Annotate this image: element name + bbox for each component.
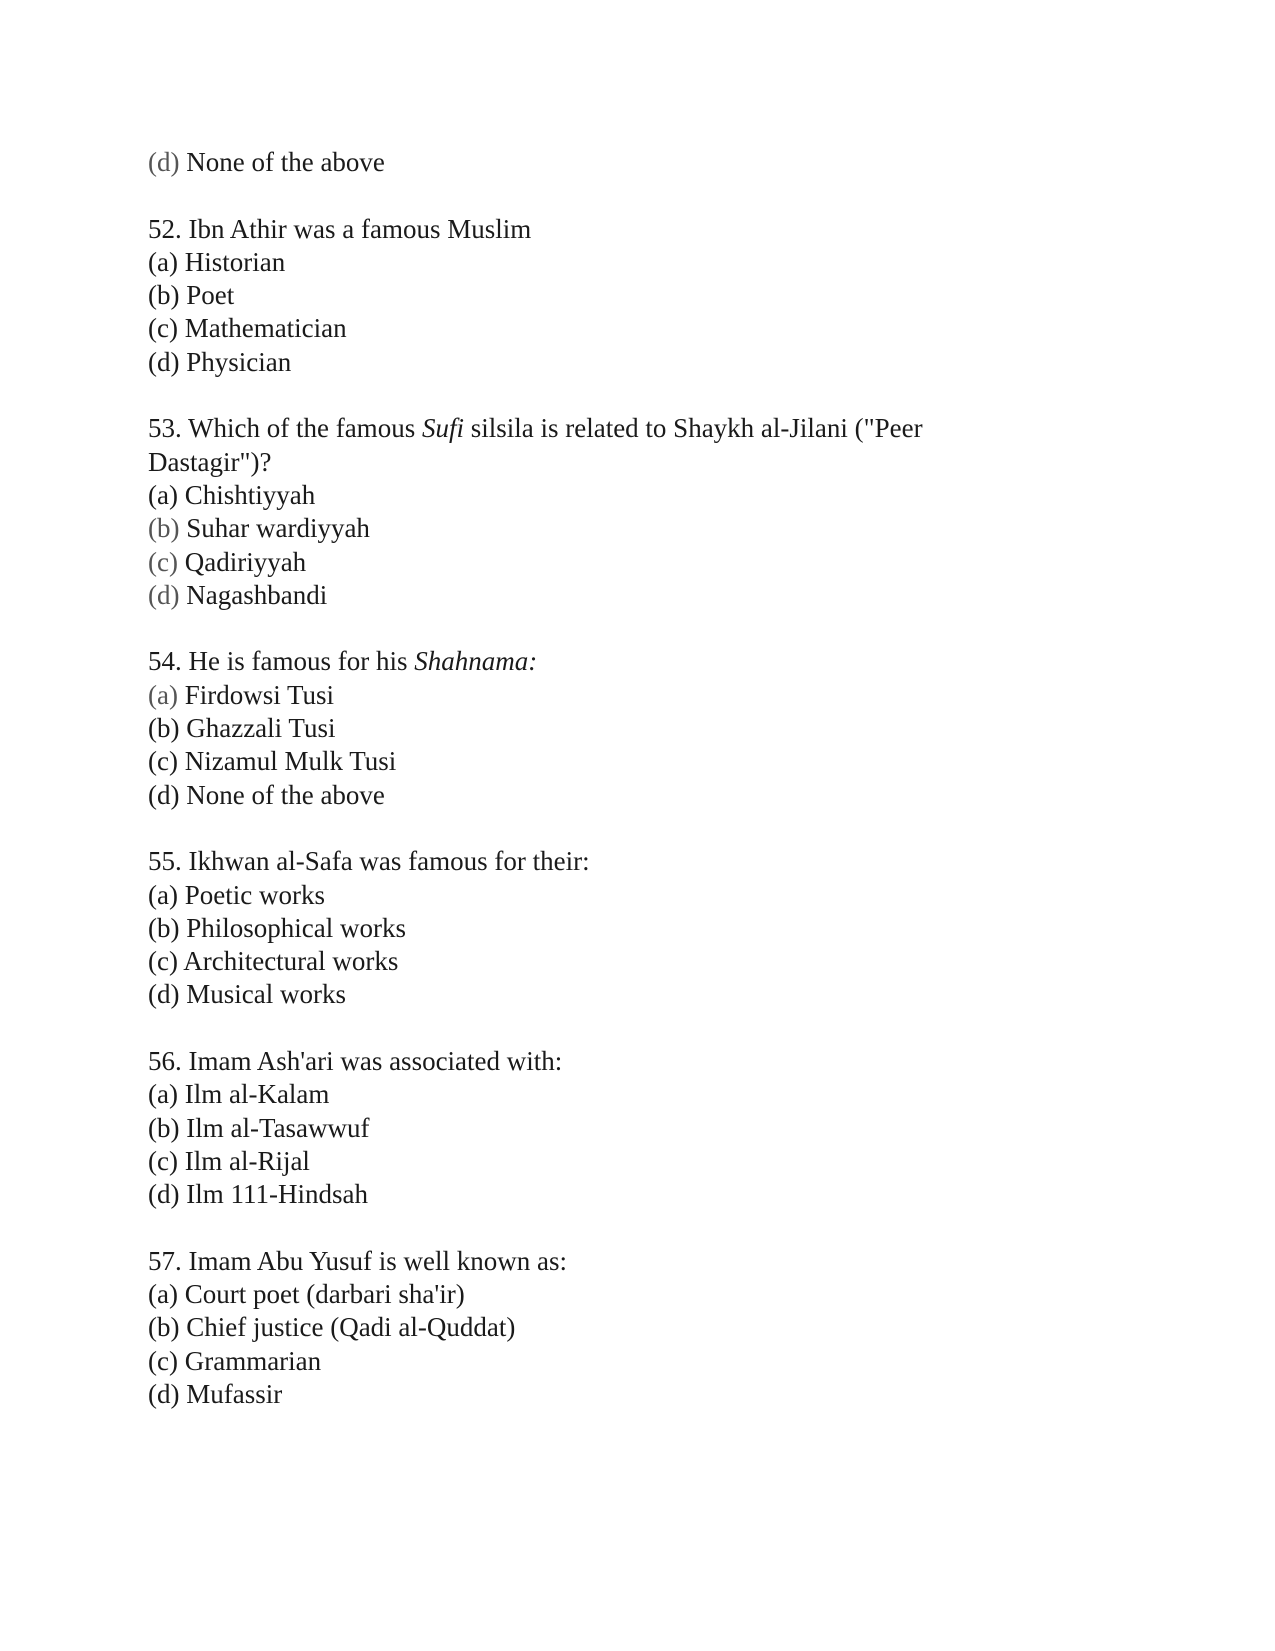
option-label: (b) <box>148 280 180 311</box>
option-text: Architectural works <box>183 946 399 977</box>
option-text: Nizamul Mulk Tusi <box>184 746 397 777</box>
option-text: None of the above <box>186 147 385 177</box>
question-text: Imam Ash'ari was associated with: <box>188 1046 563 1077</box>
option-text: Musical works <box>186 979 346 1010</box>
option-a <box>148 1278 1008 1311</box>
spacer <box>148 1012 1008 1045</box>
option-b <box>148 912 1008 945</box>
question-title <box>148 845 1008 878</box>
option-text: Mathematician <box>184 313 347 344</box>
option-a <box>148 246 1008 279</box>
option-text: Firdowsi Tusi <box>184 679 335 710</box>
question-56 <box>148 1045 1008 1211</box>
option-label: (b) <box>148 912 180 943</box>
spacer <box>148 179 1008 212</box>
option-d <box>148 579 1008 612</box>
spacer <box>148 812 1008 845</box>
option-label: (d) <box>148 579 180 610</box>
option-b <box>148 712 1008 745</box>
question-text: Imam Abu Yusuf is well known as: <box>188 1245 567 1276</box>
option-text: Suhar wardiyyah <box>186 513 370 544</box>
question-number: 57. <box>148 1245 182 1276</box>
question-text: Which of the famous <box>188 413 416 444</box>
option-label: (c) <box>148 1345 178 1376</box>
option-c <box>148 1145 1008 1178</box>
option-text: Chief justice (Qadi al-Quddat) <box>186 1312 516 1343</box>
option-text: Court poet (darbari sha'ir) <box>184 1279 465 1310</box>
question-title <box>148 1045 1008 1078</box>
option-label: (b) <box>148 513 180 544</box>
question-53 <box>148 412 1008 612</box>
question-number: 54. <box>148 646 182 677</box>
option-label: (d) <box>148 1179 180 1210</box>
option-text: None of the above <box>186 779 385 810</box>
option-label: (c) <box>148 946 178 977</box>
option-a <box>148 479 1008 512</box>
option-text: Historian <box>184 246 286 277</box>
option-d <box>148 1178 1008 1211</box>
option-c <box>148 312 1008 345</box>
option-label: (a) <box>148 479 178 510</box>
question-number: 53. <box>148 413 182 444</box>
option-c <box>148 945 1008 978</box>
option-label: (a) <box>148 1079 178 1110</box>
option-c <box>148 546 1008 579</box>
option-label: (a) <box>148 1279 178 1310</box>
option-d <box>148 1378 1008 1411</box>
question-52 <box>148 213 1008 379</box>
option-b <box>148 279 1008 312</box>
question-text: silsila is related to Shaykh al-Jilani ("Peer Dastagir")? <box>148 413 923 477</box>
option-b <box>148 1311 1008 1344</box>
option-label: (d) <box>148 1378 180 1409</box>
option-text: Philosophical works <box>186 912 406 943</box>
option-b <box>148 512 1008 545</box>
option-label: (a) <box>148 679 178 710</box>
spacer <box>148 1212 1008 1245</box>
option-text: Ghazzali Tusi <box>186 713 336 744</box>
question-text-italic: Shahnama: <box>414 646 538 677</box>
option-text: Grammarian <box>184 1345 322 1376</box>
option-c <box>148 745 1008 778</box>
option-d <box>148 978 1008 1011</box>
spacer <box>148 612 1008 645</box>
question-number: 56. <box>148 1046 182 1077</box>
option-label: (c) <box>148 746 178 777</box>
option-text: Nagashbandi <box>186 579 328 610</box>
option-d <box>148 346 1008 379</box>
option-label: (a) <box>148 879 178 910</box>
question-text: Ibn Athir was a famous Muslim <box>188 213 532 244</box>
question-title <box>148 1245 1008 1278</box>
option-label: (d) <box>148 779 180 810</box>
option-a <box>148 879 1008 912</box>
question-54 <box>148 645 1008 811</box>
option-label: (d) <box>148 346 180 377</box>
question-title <box>148 645 1008 678</box>
option-text: Ilm al-Kalam <box>184 1079 330 1110</box>
question-57 <box>148 1245 1008 1411</box>
option-a <box>148 679 1008 712</box>
option-text: Qadiriyyah <box>184 546 307 577</box>
question-number: 55. <box>148 846 182 877</box>
question-number: 52. <box>148 213 182 244</box>
option-a <box>148 1078 1008 1111</box>
option-c <box>148 1345 1008 1378</box>
option-label: (b) <box>148 1312 180 1343</box>
option-text: Mufassir <box>186 1378 283 1409</box>
option-text: Ilm al-Rijal <box>184 1145 310 1176</box>
option-text: Ilm 111-Hindsah <box>186 1179 368 1210</box>
question-text: He is famous for his <box>188 646 408 677</box>
option-label: (d) <box>148 979 180 1010</box>
option-text: Poetic works <box>184 879 325 910</box>
option-label: (a) <box>148 246 178 277</box>
document-page <box>148 146 1008 1411</box>
option-label: (b) <box>148 1112 180 1143</box>
option-label: (d) <box>148 147 180 177</box>
option-text: Ilm al-Tasawwuf <box>186 1112 370 1143</box>
question-text: Ikhwan al-Safa was famous for their: <box>188 846 590 877</box>
question-title <box>148 412 1008 479</box>
option-text: Physician <box>186 346 292 377</box>
lead-option-line <box>148 146 1008 179</box>
question-55 <box>148 845 1008 1011</box>
question-text-italic: Sufi <box>421 413 464 444</box>
option-label: (c) <box>148 1145 178 1176</box>
question-title <box>148 213 1008 246</box>
option-label: (b) <box>148 713 180 744</box>
option-text: Chishtiyyah <box>184 479 316 510</box>
option-b <box>148 1112 1008 1145</box>
option-d <box>148 779 1008 812</box>
spacer <box>148 379 1008 412</box>
option-label: (c) <box>148 313 178 344</box>
option-label: (c) <box>148 546 178 577</box>
option-text: Poet <box>186 280 235 311</box>
